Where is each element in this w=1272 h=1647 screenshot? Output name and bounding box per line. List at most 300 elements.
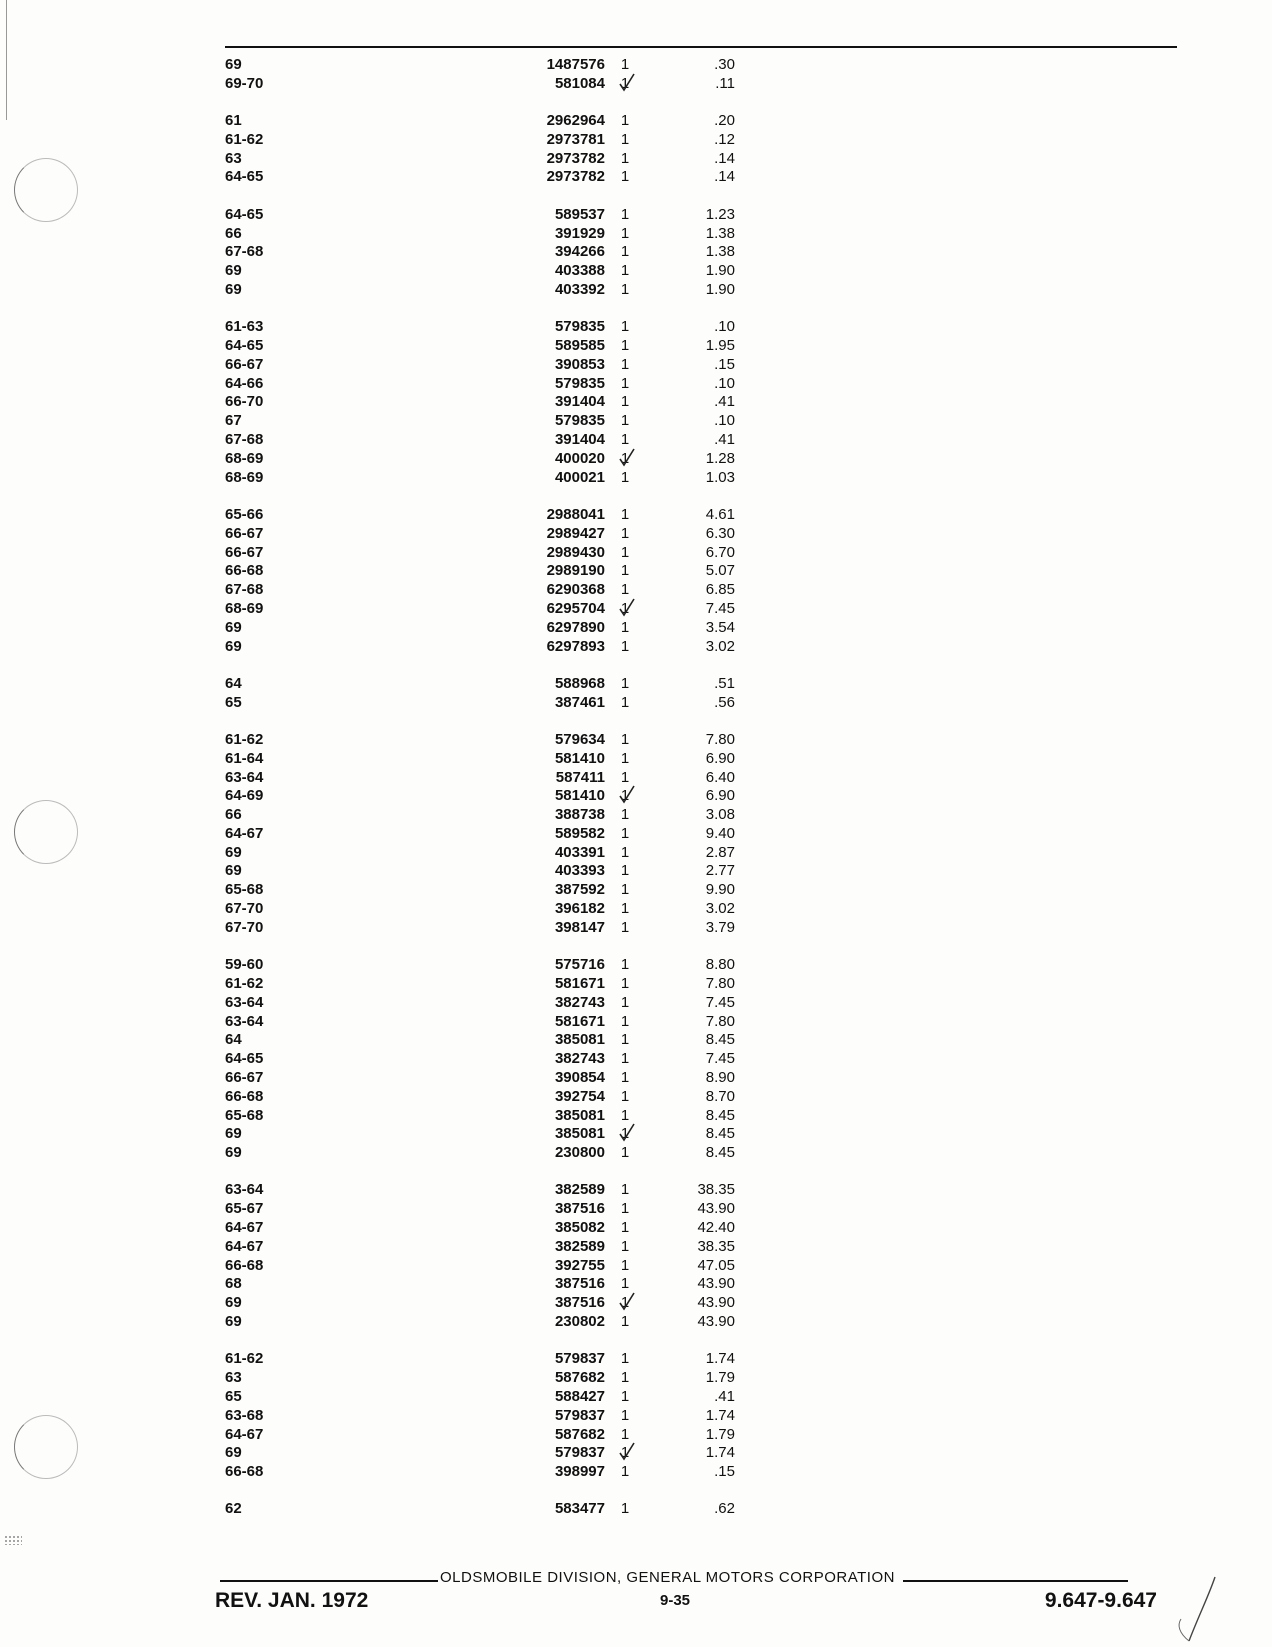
part-number: 579837 xyxy=(554,1444,605,1462)
quantity: 1 xyxy=(620,337,630,355)
model-years: 68 xyxy=(225,1275,242,1293)
list-price: .41 xyxy=(714,393,735,411)
quantity: 1 xyxy=(620,355,630,373)
part-row xyxy=(225,150,1177,169)
model-years: 61-62 xyxy=(225,974,264,992)
list-price: 1.28 xyxy=(705,449,735,467)
binder-hole-middle xyxy=(14,800,78,864)
model-years: 69 xyxy=(225,1313,242,1331)
list-price: 6.40 xyxy=(705,768,735,786)
list-price: 1.95 xyxy=(705,337,735,355)
model-years: 69 xyxy=(225,280,242,298)
model-years: 64-67 xyxy=(225,1425,264,1443)
part-number: 581671 xyxy=(554,1012,605,1030)
part-number: 589582 xyxy=(554,824,605,842)
list-price: .56 xyxy=(714,693,735,711)
quantity: 1 xyxy=(620,1275,630,1293)
model-years: 61-63 xyxy=(225,318,264,336)
model-years: 64-65 xyxy=(225,205,264,223)
quantity: 1 xyxy=(620,1181,630,1199)
part-number: 6290368 xyxy=(546,581,605,599)
quantity: 1 xyxy=(620,468,630,486)
part-number: 589537 xyxy=(554,205,605,223)
part-number: 2989190 xyxy=(546,562,605,580)
model-years: 63-68 xyxy=(225,1406,264,1424)
model-years: 66 xyxy=(225,806,242,824)
part-number: 2989430 xyxy=(546,543,605,561)
model-years: 64-67 xyxy=(225,1237,264,1255)
quantity: 1 xyxy=(620,224,630,242)
model-years: 66 xyxy=(225,224,242,242)
part-row xyxy=(225,1350,1177,1369)
part-number: 403392 xyxy=(554,280,605,298)
part-row xyxy=(225,919,1177,938)
part-number: 403391 xyxy=(554,843,605,861)
page-number: 9-35 xyxy=(660,1592,691,1609)
part-number: 391404 xyxy=(554,431,605,449)
model-years: 69 xyxy=(225,1294,242,1312)
footer-rule-left xyxy=(220,1580,438,1582)
part-row xyxy=(225,694,1177,713)
part-number: 583477 xyxy=(554,1500,605,1518)
model-years: 64-65 xyxy=(225,1050,264,1068)
list-price: 1.90 xyxy=(705,280,735,298)
list-price: 8.45 xyxy=(705,1106,735,1124)
part-number: 385081 xyxy=(554,1125,605,1143)
part-number: 387516 xyxy=(554,1200,605,1218)
part-row xyxy=(225,581,1177,600)
quantity: 1 xyxy=(620,374,630,392)
list-price: .10 xyxy=(714,412,735,430)
model-years: 66-68 xyxy=(225,1087,264,1105)
quantity: 1 xyxy=(620,824,630,842)
part-row xyxy=(225,750,1177,769)
binder-hole-top xyxy=(14,158,78,222)
list-price: .30 xyxy=(714,56,735,73)
part-row xyxy=(225,806,1177,825)
part-number: 382743 xyxy=(554,993,605,1011)
part-number: 587411 xyxy=(555,768,605,786)
model-years: 65-68 xyxy=(225,881,264,899)
quantity: 1 xyxy=(620,431,630,449)
part-number: 579835 xyxy=(554,374,605,392)
model-years: 64-65 xyxy=(225,168,264,186)
list-price: 3.02 xyxy=(705,637,735,655)
list-price: 4.61 xyxy=(705,505,735,523)
model-years: 66-70 xyxy=(225,393,264,411)
part-group xyxy=(225,956,1177,1163)
list-price: 1.03 xyxy=(705,468,735,486)
part-number: 391404 xyxy=(554,393,605,411)
quantity: 1 xyxy=(620,1219,630,1237)
part-row xyxy=(225,881,1177,900)
part-number: 400020 xyxy=(554,449,605,467)
model-years: 68-69 xyxy=(225,599,264,617)
list-price: 8.90 xyxy=(705,1068,735,1086)
part-row xyxy=(225,393,1177,412)
quantity: 1 xyxy=(620,524,630,542)
list-price: .41 xyxy=(714,1387,735,1405)
quantity: 1 xyxy=(620,412,630,430)
part-group xyxy=(225,206,1177,300)
model-years: 63 xyxy=(225,1369,242,1387)
quantity: 1 xyxy=(620,956,630,974)
model-years: 69 xyxy=(225,1444,242,1462)
model-years: 59-60 xyxy=(225,956,264,974)
list-price: 1.38 xyxy=(705,243,735,261)
part-row xyxy=(225,1426,1177,1445)
model-years: 63-64 xyxy=(225,1012,264,1030)
quantity: 1 xyxy=(620,862,630,880)
quantity: 1 xyxy=(620,749,630,767)
quantity: 1 xyxy=(620,806,630,824)
list-price: 9.90 xyxy=(705,881,735,899)
part-group xyxy=(225,1350,1177,1482)
part-number: 391929 xyxy=(554,224,605,242)
part-row xyxy=(225,1369,1177,1388)
quantity: 1 xyxy=(620,1237,630,1255)
part-row xyxy=(225,1031,1177,1050)
part-number: 6297893 xyxy=(546,637,605,655)
part-number: 581410 xyxy=(554,749,605,767)
quantity: 1 xyxy=(620,618,630,636)
quantity: 1 xyxy=(620,1444,630,1462)
part-number: 2973781 xyxy=(546,130,605,148)
list-price: 9.40 xyxy=(705,824,735,842)
quantity: 1 xyxy=(620,1200,630,1218)
quantity: 1 xyxy=(620,1068,630,1086)
model-years: 65-67 xyxy=(225,1200,264,1218)
part-row xyxy=(225,787,1177,806)
part-row xyxy=(225,225,1177,244)
check-mark xyxy=(618,597,636,617)
part-row xyxy=(225,431,1177,450)
model-years: 62 xyxy=(225,1500,242,1518)
quantity: 1 xyxy=(620,900,630,918)
part-number: 392754 xyxy=(554,1087,605,1105)
list-price: 8.80 xyxy=(705,956,735,974)
part-row xyxy=(225,731,1177,750)
quantity: 1 xyxy=(620,1087,630,1105)
part-row xyxy=(225,1388,1177,1407)
list-price: .11 xyxy=(715,74,735,92)
model-years: 66-67 xyxy=(225,1068,264,1086)
quantity: 1 xyxy=(620,1369,630,1387)
part-number: 581410 xyxy=(554,787,605,805)
list-price: 1.74 xyxy=(705,1444,735,1462)
quantity: 1 xyxy=(620,505,630,523)
part-row xyxy=(225,337,1177,356)
part-row xyxy=(225,1181,1177,1200)
part-number: 396182 xyxy=(554,900,605,918)
quantity: 1 xyxy=(620,1500,630,1518)
list-price: 7.45 xyxy=(705,993,735,1011)
check-mark xyxy=(618,447,636,467)
footer-rule-right xyxy=(903,1580,1128,1582)
quantity: 1 xyxy=(620,1144,630,1162)
quantity: 1 xyxy=(620,449,630,467)
part-row xyxy=(225,1069,1177,1088)
part-row xyxy=(225,769,1177,788)
part-number: 581671 xyxy=(554,974,605,992)
list-price: 6.85 xyxy=(705,581,735,599)
part-row xyxy=(225,825,1177,844)
model-years: 64-67 xyxy=(225,824,264,842)
model-years: 69 xyxy=(225,56,242,73)
revision-date: REV. JAN. 1972 xyxy=(215,1589,369,1612)
part-row xyxy=(225,975,1177,994)
part-number: 2989427 xyxy=(546,524,605,542)
footer-corporation: OLDSMOBILE DIVISION, GENERAL MOTORS CORPORATION xyxy=(440,1569,895,1586)
part-number: 385081 xyxy=(554,1031,605,1049)
model-years: 63-64 xyxy=(225,768,264,786)
list-price: .12 xyxy=(714,130,735,148)
part-row xyxy=(225,1013,1177,1032)
list-price: 6.30 xyxy=(705,524,735,542)
part-number: 579837 xyxy=(554,1406,605,1424)
part-number: 382743 xyxy=(554,1050,605,1068)
list-price: 6.90 xyxy=(705,787,735,805)
model-years: 63-64 xyxy=(225,1181,264,1199)
part-row xyxy=(225,1200,1177,1219)
list-price: 1.90 xyxy=(705,262,735,280)
part-row xyxy=(225,168,1177,187)
part-number: 575716 xyxy=(554,956,605,974)
model-years: 61-62 xyxy=(225,130,264,148)
model-years: 69 xyxy=(225,1144,242,1162)
quantity: 1 xyxy=(620,1050,630,1068)
part-number: 385081 xyxy=(554,1106,605,1124)
quantity: 1 xyxy=(620,56,630,73)
part-number: 589585 xyxy=(554,337,605,355)
model-years: 65-66 xyxy=(225,505,264,523)
check-mark xyxy=(618,1291,636,1311)
quantity: 1 xyxy=(620,1313,630,1331)
model-years: 65 xyxy=(225,693,242,711)
part-number: 403393 xyxy=(554,862,605,880)
part-number: 390853 xyxy=(554,355,605,373)
quantity: 1 xyxy=(620,599,630,617)
quantity: 1 xyxy=(620,768,630,786)
part-group xyxy=(225,1181,1177,1331)
list-price: 47.05 xyxy=(697,1256,735,1274)
model-years: 68-69 xyxy=(225,468,264,486)
part-row xyxy=(225,1463,1177,1482)
list-price: 8.70 xyxy=(705,1087,735,1105)
list-price: 6.70 xyxy=(705,543,735,561)
check-mark xyxy=(618,784,636,804)
quantity: 1 xyxy=(620,243,630,261)
binder-hole-bottom xyxy=(14,1415,78,1479)
part-group xyxy=(225,506,1177,656)
model-years: 67-68 xyxy=(225,431,264,449)
scan-edge xyxy=(6,0,7,120)
part-row xyxy=(225,1444,1177,1463)
part-number: 400021 xyxy=(554,468,605,486)
model-years: 69 xyxy=(225,862,242,880)
quantity: 1 xyxy=(620,843,630,861)
part-row xyxy=(225,994,1177,1013)
list-price: 43.90 xyxy=(697,1200,735,1218)
quantity: 1 xyxy=(620,168,630,186)
quantity: 1 xyxy=(620,1012,630,1030)
part-row xyxy=(225,112,1177,131)
part-row xyxy=(225,956,1177,975)
list-price: 5.07 xyxy=(705,562,735,580)
part-group xyxy=(225,318,1177,487)
part-row xyxy=(225,281,1177,300)
top-rule xyxy=(225,46,1177,48)
model-years: 69 xyxy=(225,1125,242,1143)
list-price: 1.74 xyxy=(705,1350,735,1368)
list-price: .51 xyxy=(714,674,735,692)
list-price: .15 xyxy=(714,1463,735,1481)
model-years: 67-68 xyxy=(225,581,264,599)
part-number: 392755 xyxy=(554,1256,605,1274)
part-row xyxy=(225,56,1177,75)
quantity: 1 xyxy=(620,730,630,748)
part-row xyxy=(225,469,1177,488)
model-years: 66-68 xyxy=(225,1463,264,1481)
list-price: 43.90 xyxy=(697,1275,735,1293)
quantity: 1 xyxy=(620,1406,630,1424)
check-mark xyxy=(618,1441,636,1461)
part-number: 387592 xyxy=(554,881,605,899)
model-years: 69 xyxy=(225,262,242,280)
part-group xyxy=(225,112,1177,187)
part-number: 579634 xyxy=(554,730,605,748)
model-years: 69 xyxy=(225,843,242,861)
part-row xyxy=(225,638,1177,657)
part-number: 579835 xyxy=(554,318,605,336)
part-row xyxy=(225,619,1177,638)
list-price: 1.79 xyxy=(705,1425,735,1443)
list-price: .14 xyxy=(714,168,735,186)
list-price: 2.87 xyxy=(705,843,735,861)
list-price: 7.45 xyxy=(705,599,735,617)
part-row xyxy=(225,1238,1177,1257)
part-row xyxy=(225,1144,1177,1163)
part-row xyxy=(225,206,1177,225)
pen-mark xyxy=(1175,1575,1225,1645)
list-price: 43.90 xyxy=(697,1294,735,1312)
part-number: 398147 xyxy=(554,918,605,936)
quantity: 1 xyxy=(620,262,630,280)
list-price: 3.54 xyxy=(705,618,735,636)
part-number: 230800 xyxy=(554,1144,605,1162)
quantity: 1 xyxy=(620,1031,630,1049)
part-group xyxy=(225,731,1177,938)
quantity: 1 xyxy=(620,974,630,992)
list-price: 8.45 xyxy=(705,1125,735,1143)
part-number: 394266 xyxy=(554,243,605,261)
part-number: 387516 xyxy=(554,1275,605,1293)
part-row xyxy=(225,1088,1177,1107)
part-number: 382589 xyxy=(554,1237,605,1255)
quantity: 1 xyxy=(620,1125,630,1143)
quantity: 1 xyxy=(620,674,630,692)
list-price: 38.35 xyxy=(697,1181,735,1199)
part-row xyxy=(225,562,1177,581)
scan-speck xyxy=(4,1535,22,1545)
list-price: 8.45 xyxy=(705,1031,735,1049)
model-years: 64-69 xyxy=(225,787,264,805)
part-row xyxy=(225,1275,1177,1294)
part-row xyxy=(225,75,1177,94)
list-price: 7.80 xyxy=(705,1012,735,1030)
model-years: 69-70 xyxy=(225,74,264,92)
quantity: 1 xyxy=(620,280,630,298)
part-row xyxy=(225,1107,1177,1126)
check-mark xyxy=(618,72,636,92)
part-number: 230802 xyxy=(554,1313,605,1331)
model-years: 67-70 xyxy=(225,900,264,918)
model-years: 66-67 xyxy=(225,524,264,542)
list-price: 2.77 xyxy=(705,862,735,880)
model-years: 67 xyxy=(225,412,242,430)
quantity: 1 xyxy=(620,993,630,1011)
part-row xyxy=(225,525,1177,544)
part-number: 387516 xyxy=(554,1294,605,1312)
quantity: 1 xyxy=(620,787,630,805)
list-price: .62 xyxy=(714,1500,735,1518)
section-reference: 9.647-9.647 xyxy=(1044,1589,1157,1612)
quantity: 1 xyxy=(620,693,630,711)
quantity: 1 xyxy=(620,112,630,130)
model-years: 68-69 xyxy=(225,449,264,467)
model-years: 67-68 xyxy=(225,243,264,261)
list-price: 3.79 xyxy=(705,918,735,936)
model-years: 69 xyxy=(225,618,242,636)
part-row xyxy=(225,243,1177,262)
part-number: 588968 xyxy=(554,674,605,692)
quantity: 1 xyxy=(620,1106,630,1124)
quantity: 1 xyxy=(620,318,630,336)
list-price: .10 xyxy=(714,318,735,336)
part-row xyxy=(225,450,1177,469)
list-price: 7.45 xyxy=(705,1050,735,1068)
model-years: 64-67 xyxy=(225,1219,264,1237)
list-price: .14 xyxy=(714,149,735,167)
list-price: 6.90 xyxy=(705,749,735,767)
quantity: 1 xyxy=(620,1463,630,1481)
part-row xyxy=(225,675,1177,694)
list-price: 42.40 xyxy=(697,1219,735,1237)
part-row xyxy=(225,1219,1177,1238)
part-row xyxy=(225,1050,1177,1069)
model-years: 61 xyxy=(225,112,242,130)
model-years: 66-68 xyxy=(225,562,264,580)
list-price: 7.80 xyxy=(705,974,735,992)
check-mark xyxy=(618,1122,636,1142)
model-years: 61-62 xyxy=(225,730,264,748)
model-years: 64 xyxy=(225,1031,242,1049)
model-years: 67-70 xyxy=(225,918,264,936)
parts-list xyxy=(225,56,1177,1538)
list-price: 38.35 xyxy=(697,1237,735,1255)
part-number: 588427 xyxy=(554,1387,605,1405)
part-row xyxy=(225,1500,1177,1519)
part-group xyxy=(225,675,1177,713)
model-years: 64-65 xyxy=(225,337,264,355)
list-price: 3.08 xyxy=(705,806,735,824)
list-price: 43.90 xyxy=(697,1313,735,1331)
part-row xyxy=(225,1125,1177,1144)
part-row xyxy=(225,1407,1177,1426)
part-number: 1487576 xyxy=(546,56,605,73)
model-years: 61-62 xyxy=(225,1350,264,1368)
quantity: 1 xyxy=(620,881,630,899)
